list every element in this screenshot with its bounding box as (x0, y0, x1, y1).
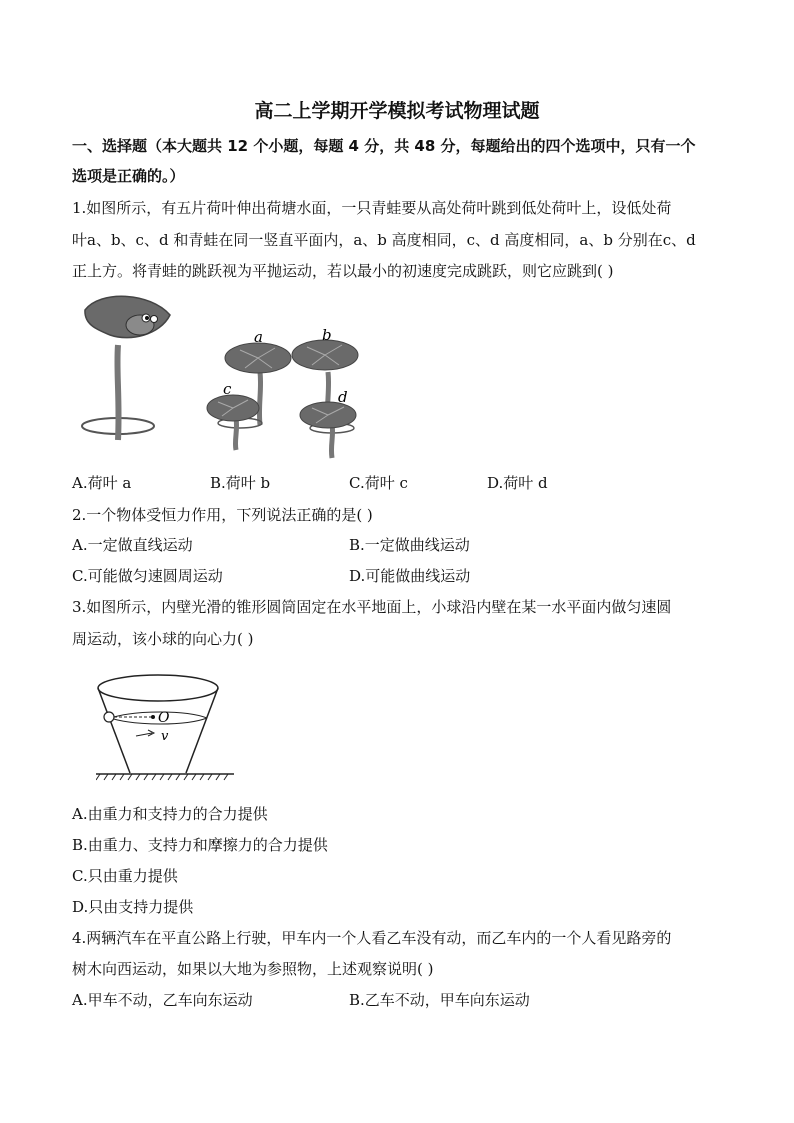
section-heading-line2: 选项是正确的。） (72, 167, 185, 185)
section-heading-line1: 一、选择题（本大题共 12 个小题，每题 4 分，共 48 分，每题给出的四个选项中，只有一个 (72, 137, 696, 155)
q3-option-a[interactable]: A.由重力和支持力的合力提供 (72, 805, 268, 823)
figure2-label-o: O (158, 710, 170, 726)
q3-option-c[interactable]: C.只由重力提供 (72, 867, 178, 885)
q1-option-b[interactable]: B.荷叶 b (210, 474, 271, 492)
figure1-label-a: a (254, 328, 263, 346)
cone-figure (96, 670, 236, 785)
figure1-label-b: b (322, 326, 332, 344)
q1-option-c[interactable]: C.荷叶 c (349, 474, 408, 492)
page-title: 高二上学期开学模拟考试物理试题 (254, 100, 540, 122)
q1-option-d[interactable]: D.荷叶 d (487, 474, 548, 492)
q3-text-line2: 周运动，该小球的向心力( ) (72, 630, 254, 648)
figure2-label-v: v (161, 729, 169, 744)
q4-option-a[interactable]: A.甲车不动，乙车向东运动 (72, 991, 253, 1009)
q3-option-d[interactable]: D.只由支持力提供 (72, 898, 194, 916)
q2-option-b[interactable]: B.一定做曲线运动 (349, 536, 470, 554)
q2-option-c[interactable]: C.可能做匀速圆周运动 (72, 567, 223, 585)
figure1-label-d: d (338, 388, 348, 406)
lotus-frog-figure (70, 290, 370, 465)
q2-text-line1: 2.一个物体受恒力作用，下列说法正确的是( ) (72, 506, 373, 524)
q3-option-b[interactable]: B.由重力、支持力和摩擦力的合力提供 (72, 836, 328, 854)
figure1-label-c: c (223, 380, 232, 398)
q1-text-line1: 1.如图所示，有五片荷叶伸出荷塘水面，一只青蛙要从高处荷叶跳到低处荷叶上，设低处荷 (72, 199, 672, 217)
q4-option-b[interactable]: B.乙车不动，甲车向东运动 (349, 991, 530, 1009)
q2-option-d[interactable]: D.可能做曲线运动 (349, 567, 471, 585)
q4-text-line1: 4.两辆汽车在平直公路上行驶，甲车内一个人看乙车没有动，而乙车内的一个人看见路旁的 (72, 929, 672, 947)
q2-option-a[interactable]: A.一定做直线运动 (72, 536, 193, 554)
q1-option-a[interactable]: A.荷叶 a (72, 474, 132, 492)
q1-text-line3: 正上方。将青蛙的跳跃视为平抛运动，若以最小的初速度完成跳跃，则它应跳到( ) (72, 262, 614, 280)
q4-text-line2: 树木向西运动，如果以大地为参照物，上述观察说明( ) (72, 960, 434, 978)
q1-text-line2: 叶a、b、c、d 和青蛙在同一竖直平面内，a、b 高度相同，c、d 高度相同，a、b 分别在c、d (72, 231, 696, 249)
q3-text-line1: 3.如图所示，内壁光滑的锥形圆筒固定在水平地面上，小球沿内壁在某一水平面内做匀速圆 (72, 598, 672, 616)
